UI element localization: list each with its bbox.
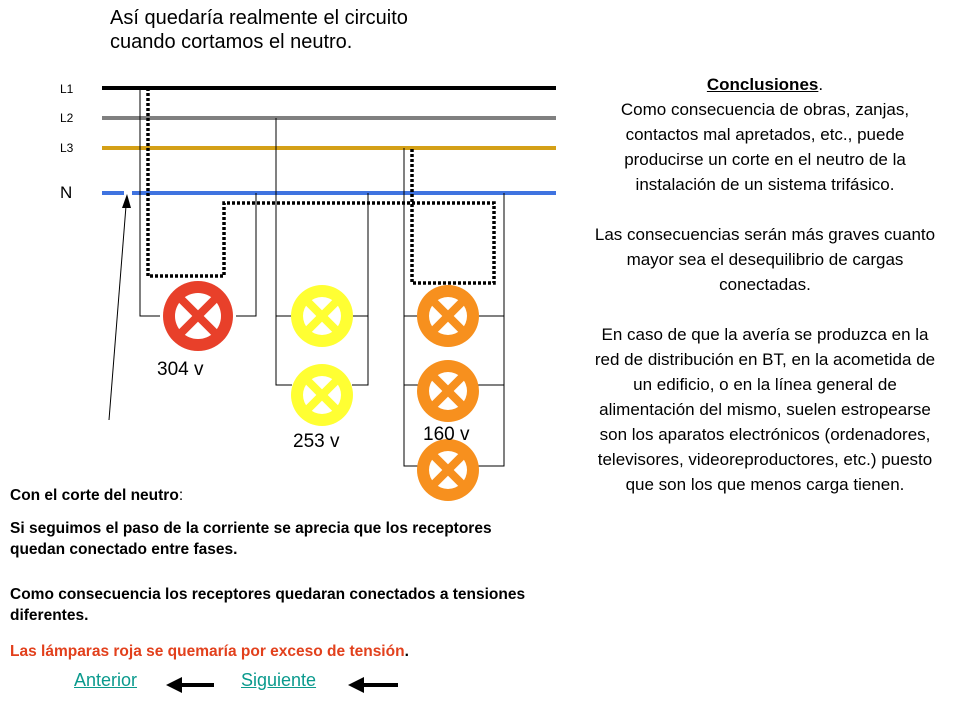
- cut-note: [10, 485, 183, 506]
- cut-label: Con el corte del neutro: [10, 487, 179, 504]
- left-arrow-icon: [348, 677, 398, 693]
- slide-title: [110, 6, 408, 54]
- cut-pointer-arrow: [109, 194, 131, 420]
- conclusions-paragraph-3: En caso de que la avería se produzca en la red de distribución en BT, en la acometida de un edificio, o en la línea general de alimentación del mismo, suelen estropearse son los aparatos electrónicos (ordenadores, televisores, videoreproductores, etc.) puesto que son los que menos carga tienen.: [594, 325, 936, 494]
- l2-label: L2: [60, 111, 74, 125]
- orange-lamp-3: [417, 439, 479, 501]
- yellow-lamp-2: [291, 364, 353, 426]
- l1-label: L1: [60, 82, 74, 96]
- left-arrow-icon: [166, 677, 214, 693]
- warning-note: [10, 641, 570, 662]
- red-lamp: [163, 281, 233, 351]
- conclusions-heading: Conclusiones: [706, 75, 819, 94]
- warning-text: Las lámparas roja se quemaría por exceso de tensión: [10, 643, 405, 660]
- orange-lamp-2: [417, 360, 479, 422]
- n-label: N: [60, 183, 73, 202]
- red-voltage-label: 304 v: [157, 359, 204, 380]
- orange-voltage-label: 160 v: [423, 424, 470, 445]
- title-line-2: cuando cortamos el neutro.: [110, 31, 353, 53]
- note-paragraph-2: Como consecuencia los receptores quedaran conectados a tensiones diferentes.: [10, 586, 526, 624]
- orange-lamp-1: [417, 285, 479, 347]
- warning-suffix: .: [404, 643, 409, 660]
- conclusions-paragraph-2: Las consecuencias serán más graves cuanto mayor sea el desequilibrio de cargas conectadas.: [594, 225, 936, 294]
- next-link[interactable]: Siguiente: [241, 670, 317, 690]
- previous-link[interactable]: Anterior: [74, 670, 138, 690]
- conclusions-heading-suffix: .: [818, 75, 824, 94]
- cut-label-suffix: :: [178, 487, 184, 504]
- conclusions-heading-row: [592, 72, 938, 97]
- conclusions-panel: [592, 72, 938, 497]
- yellow-lamp-1: [291, 285, 353, 347]
- conclusions-paragraph-1: Como consecuencia de obras, zanjas, contactos mal apretados, etc., puede producirse un corte en el neutro de la instalación de un sistema trifásico.: [620, 100, 910, 194]
- yellow-voltage-label: 253 v: [293, 431, 340, 452]
- note-paragraph-1: Si seguimos el paso de la corriente se aprecia que los receptores quedan conectado entre fases.: [10, 520, 492, 558]
- l3-label: L3: [60, 141, 74, 155]
- title-line-1: Así quedaría realmente el circuito: [110, 7, 408, 29]
